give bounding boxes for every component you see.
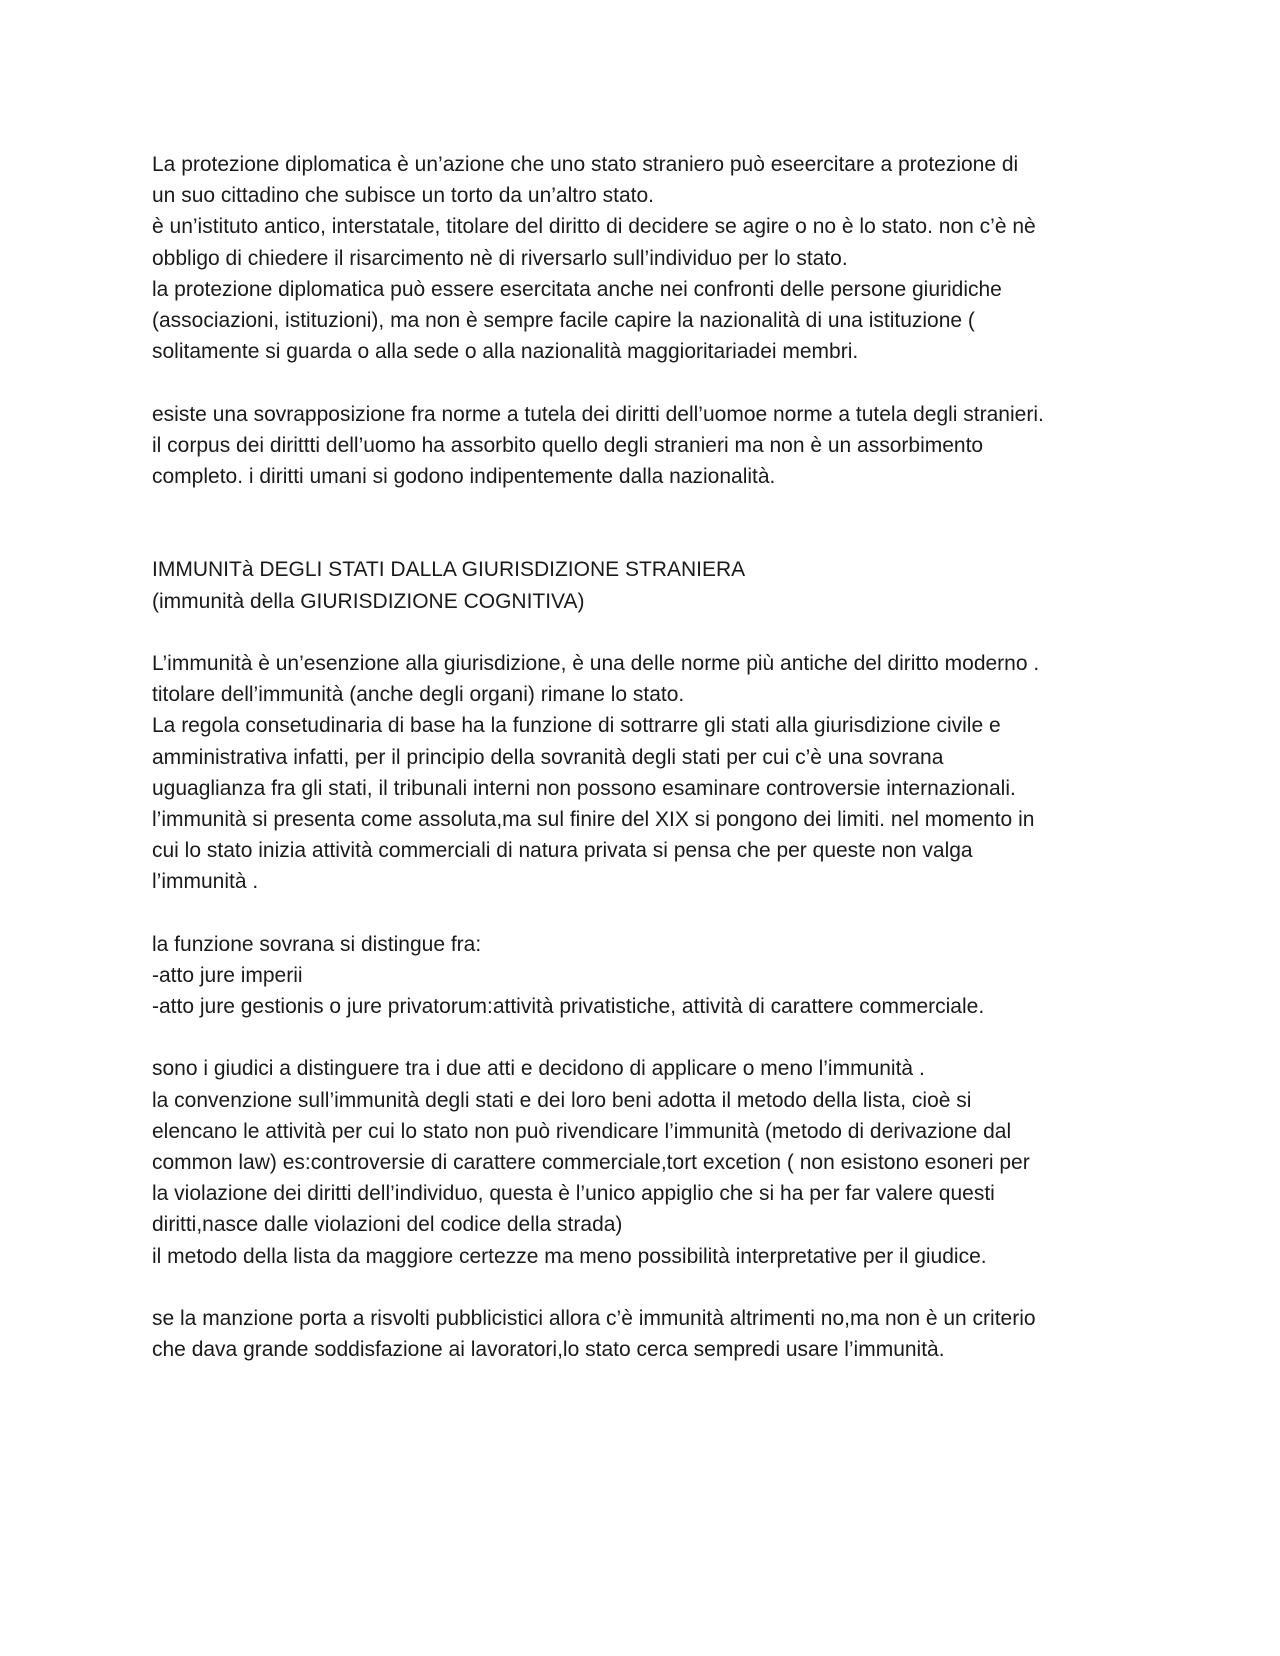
paragraph-human-rights: [152, 399, 1142, 493]
text-line: è un’istituto antico, interstatale, titolare del diritto di decidere se agire o no è lo stato. non c’è nè: [152, 215, 1036, 239]
text-line: elencano le attività per cui lo stato non può rivendicare l’immunità (metodo di derivazione dal: [152, 1119, 1012, 1143]
document-page: [152, 149, 1142, 1365]
text-line: common law) es:controversie di carattere commerciale,tort excetion ( non esistono esoneri per: [152, 1151, 1030, 1175]
list-item: -atto jure gestionis o jure privatorum:attività privatistiche, attività di carattere commerciale.: [152, 995, 985, 1019]
text-line: esiste una sovrapposizione fra norme a tutela dei diritti dell’uomoe norme a tutela degli stranieri.: [152, 402, 1044, 426]
text-line: il metodo della lista da maggiore certezze ma meno possibilità interpretative per il giudice.: [152, 1244, 987, 1268]
section-spacer: [152, 492, 1142, 554]
text-line: La regola consetudinaria di base ha la funzione di sottrarre gli stati alla giurisdizione civile e: [152, 714, 1001, 738]
text-line: obbligo di chiedere il risarcimento nè di riversarlo sull’individuo per lo stato.: [152, 246, 848, 270]
text-line: la funzione sovrana si distingue fra:: [152, 932, 482, 956]
text-line: solitamente si guarda o alla sede o alla nazionalità maggioritariadei membri.: [152, 340, 859, 364]
paragraph-spacer: [152, 1272, 1142, 1303]
text-line: (associazioni, istituzioni), ma non è sempre facile capire la nazionalità di una istituzione (: [152, 308, 975, 332]
text-line: titolare dell’immunità (anche degli organi) rimane lo stato.: [152, 683, 685, 707]
text-line: la convenzione sull’immunità degli stati e dei loro beni adotta il metodo della lista, cioè si: [152, 1088, 972, 1112]
text-line: il corpus dei dirittti dell’uomo ha assorbito quello degli stranieri ma non è un assorbimento: [152, 433, 984, 457]
text-line: se la manzione porta a risvolti pubblicistici allora c’è immunità altrimenti no,ma non è un criterio: [152, 1306, 1036, 1330]
heading-subtitle: (immunità della GIURISDIZIONE COGNITIVA): [152, 589, 585, 613]
paragraph-spacer: [152, 367, 1142, 398]
text-line: un suo cittadino che subisce un torto da un’altro stato.: [152, 184, 654, 208]
text-line: cui lo stato inizia attività commerciali di natura privata si pensa che per queste non valga: [152, 839, 973, 863]
paragraph-list-method: [152, 1053, 1142, 1271]
text-line: sono i giudici a distinguere tra i due atti e decidono di applicare o meno l’immunità .: [152, 1057, 925, 1081]
text-line: diritti,nasce dalle violazioni del codice della strada): [152, 1213, 623, 1237]
text-line: La protezione diplomatica è un’azione che uno stato straniero può eseercitare a protezione di: [152, 153, 1019, 176]
text-line: L’immunità è un’esenzione alla giurisdizione, è una delle norme più antiche del diritto moderno .: [152, 652, 1040, 676]
text-line: amministrativa infatti, per il principio della sovranità degli stati per cui c’è una sovrana: [152, 745, 944, 769]
paragraph-diplomatic-protection: [152, 149, 1142, 367]
paragraph-labor-immunity: [152, 1303, 1142, 1365]
paragraph-spacer: [152, 898, 1142, 929]
heading-title: IMMUNITà DEGLI STATI DALLA GIURISDIZIONE STRANIERA: [152, 558, 746, 582]
text-line: la protezione diplomatica può essere esercitata anche nei confronti delle persone giuridiche: [152, 277, 1002, 301]
paragraph-spacer: [152, 617, 1142, 648]
list-item: -atto jure imperii: [152, 963, 303, 987]
text-line: l’immunità si presenta come assoluta,ma sul finire del XIX si pongono dei limiti. nel momento in: [152, 807, 1035, 831]
text-line: uguaglianza fra gli stati, il tribunali interni non possono esaminare controversie internazionali.: [152, 776, 1016, 800]
paragraph-sovereign-function: [152, 929, 1142, 1023]
text-line: completo. i diritti umani si godono indipentemente dalla nazionalità.: [152, 464, 776, 488]
section-heading: [152, 554, 1142, 616]
text-line: che dava grande soddisfazione ai lavoratori,lo stato cerca sempredi usare l’immunità.: [152, 1338, 945, 1362]
paragraph-immunity: [152, 648, 1142, 898]
text-line: l’immunità .: [152, 870, 259, 894]
text-line: la violazione dei diritti dell’individuo, questa è l’unico appiglio che si ha per far valere questi: [152, 1182, 995, 1206]
paragraph-spacer: [152, 1022, 1142, 1053]
